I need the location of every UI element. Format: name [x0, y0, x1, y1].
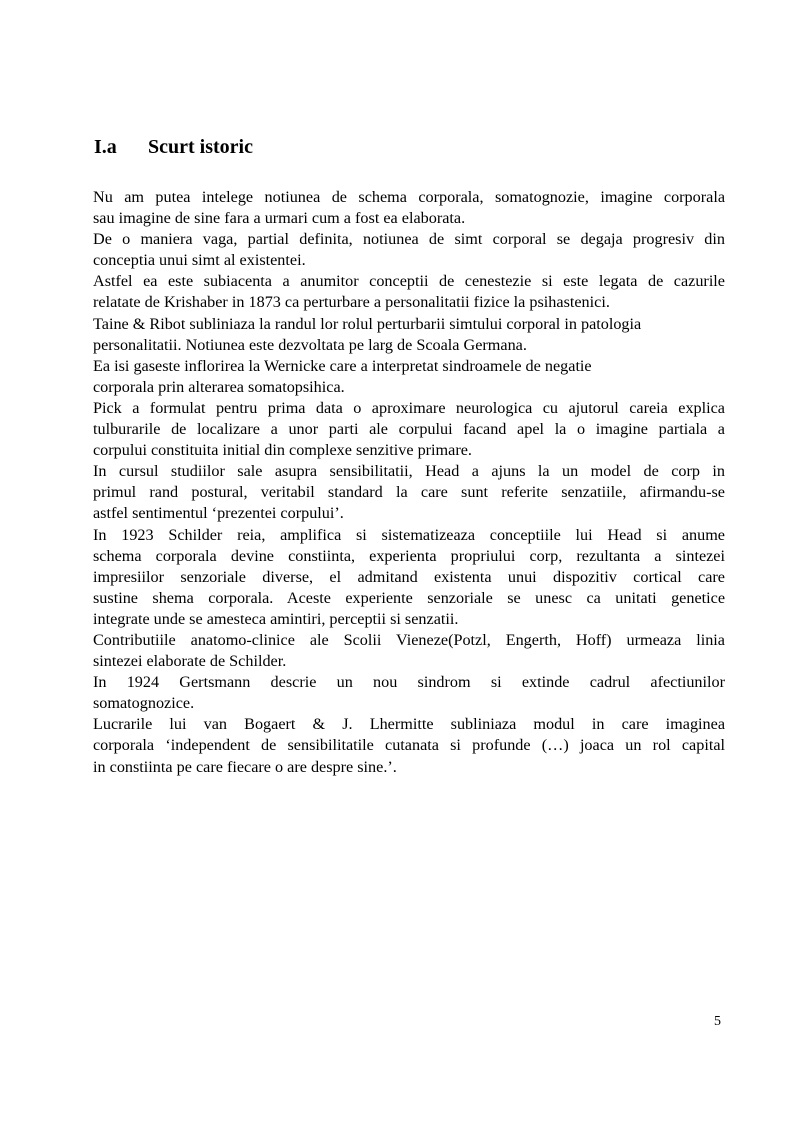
paragraph: [93, 398, 725, 461]
text-line: Lucrarile lui van Bogaert & J. Lhermitte subliniaza modul in care imaginea: [93, 715, 725, 734]
text-line: personalitatii. Notiunea este dezvoltata pe larg de Scoala Germana.: [93, 335, 527, 354]
paragraph: [93, 630, 725, 672]
text-line: corporala ‘independent de sensibilitatile cutanata si profunde (…) joaca un rol capital: [93, 736, 725, 755]
section-heading: [94, 134, 253, 160]
text-line: Ea isi gaseste inflorirea la Wernicke care a interpretat sindroamele de negatie: [93, 356, 592, 375]
text-line: De o maniera vaga, partial definita, notiunea de simt corporal se degaja progresiv din: [93, 230, 725, 249]
text-line: sustine shema corporala. Aceste experiente senzoriale se unesc ca unitati genetice: [93, 588, 725, 607]
text-line: Taine & Ribot subliniaza la randul lor rolul perturbarii simtului corporal in patologia: [93, 314, 642, 333]
text-line: Contributiile anatomo-clinice ale Scolii Vieneze(Potzl, Engerth, Hoff) urmeaza linia: [93, 630, 725, 649]
text-line: In cursul studiilor sale asupra sensibilitatii, Head a ajuns la un model de corp in: [93, 462, 725, 481]
paragraph: [93, 672, 725, 714]
text-line: somatognozice.: [93, 694, 195, 713]
text-line: relatate de Krishaber in 1873 ca perturbare a personalitatii fizice la psihastenici.: [93, 293, 610, 312]
text-line: integrate unde se amesteca amintiri, perceptii si senzatii.: [93, 609, 459, 628]
paragraph: [93, 187, 725, 229]
text-line: impresiilor senzoriale diverse, el admitand existenta unui dispozitiv cortical care: [93, 567, 725, 586]
paragraph: [93, 714, 725, 777]
paragraph: [93, 314, 725, 356]
text-line: primul rand postural, veritabil standard la care sunt referite senzatiile, afirmandu-se: [93, 483, 725, 502]
text-line: Nu am putea intelege notiunea de schema corporala, somatognozie, imagine corporala: [93, 188, 725, 206]
body-text: [93, 187, 725, 778]
paragraph: [93, 229, 725, 271]
text-line: In 1924 Gertsmann descrie un nou sindrom si extinde cadrul afectiunilor: [93, 673, 725, 692]
text-line: conceptia unui simt al existentei.: [93, 251, 306, 270]
text-line: corporala prin alterarea somatopsihica.: [93, 377, 345, 396]
text-line: tulburarile de localizare a unor parti ale corpului facand apel la o imagine partiala a: [93, 420, 725, 439]
text-line: in constiinta pe care fiecare o are despre sine.’.: [93, 757, 397, 776]
paragraph: [93, 525, 725, 630]
section-title: Scurt istoric: [148, 136, 253, 158]
text-line: sintezei elaborate de Schilder.: [93, 652, 287, 671]
paragraph: [93, 356, 725, 398]
paragraph: [93, 461, 725, 524]
text-line: astfel sentimentul ‘prezentei corpului’.: [93, 504, 344, 523]
section-number: I.a: [94, 136, 117, 158]
page-number: 5: [714, 1014, 721, 1029]
text-line: Astfel ea este subiacenta a anumitor conceptii de cenestezie si este legata de cazurile: [93, 272, 725, 291]
text-line: Pick a formulat pentru prima data o aproximare neurologica cu ajutorul careia explica: [93, 398, 725, 417]
paragraph: [93, 271, 725, 313]
text-line: corpului constituita initial din complexe senzitive primare.: [93, 441, 472, 460]
text-line: sau imagine de sine fara a urmari cum a fost ea elaborata.: [93, 209, 466, 228]
text-line: schema corporala devine constiinta, experienta propriului corp, rezultanta a sintezei: [93, 546, 725, 565]
text-line: In 1923 Schilder reia, amplifica si sistematizeaza conceptiile lui Head si anume: [93, 525, 725, 544]
